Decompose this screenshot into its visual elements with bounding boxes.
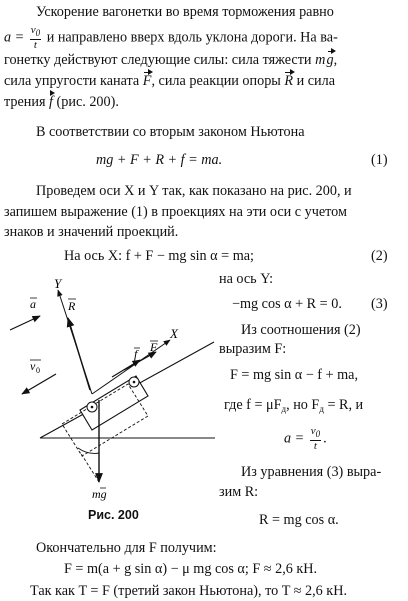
acceleration-vector [10, 316, 40, 330]
text-span: , сила реакции опоры [151, 73, 281, 89]
y-axis-label: Y [54, 276, 62, 291]
text-line [4, 94, 119, 110]
text-line [30, 583, 347, 599]
text-span: , но F [286, 397, 320, 413]
g-vector: g [326, 52, 334, 68]
equation-R [259, 512, 339, 528]
text-span: запишем выражение (1) в проекциях на эти оси с учетом [4, 204, 347, 220]
equation-number [371, 296, 388, 312]
fraction-v0-t [310, 426, 321, 452]
equation-text: На ось X: f + F − mg sin α = ma; [64, 248, 254, 264]
a-label: a [30, 297, 36, 311]
text-line [4, 25, 338, 51]
figure-200 [0, 272, 215, 507]
text-line [4, 73, 335, 89]
equation-text: F = mg sin α − f + ma, [230, 367, 358, 383]
text-span: Из соотношения (2) [241, 322, 361, 338]
angle-arc [78, 448, 99, 453]
equation-number [371, 248, 388, 264]
equation-F [230, 367, 358, 383]
text-line [224, 397, 363, 417]
f-vector: f [49, 94, 53, 110]
text-line: гонетку действуют следующие силы: сила тяжести m g, [4, 52, 338, 68]
text-line [4, 224, 178, 240]
equation-2 [64, 248, 254, 264]
text-line [219, 484, 258, 500]
text-line [4, 204, 347, 220]
final-equation [64, 561, 317, 577]
text-span: зим R: [219, 484, 259, 500]
F-vector: F [142, 73, 152, 89]
subscript: д [319, 404, 324, 414]
v0-sub: 0 [35, 28, 41, 38]
text-span: (рис. 200). [56, 94, 119, 110]
text-span: В соответствии со вторым законом Ньютона [36, 124, 305, 140]
mg-label: mg [92, 487, 107, 501]
R-label: R [68, 299, 76, 313]
t-symbol: t [313, 440, 317, 452]
formula-a: a = [284, 430, 305, 447]
equation-text: mg + F + R + f = ma. [96, 152, 223, 168]
text-line [36, 183, 352, 199]
text-span: сила упругости каната [4, 73, 140, 89]
text-line [219, 341, 286, 357]
x-axis-label: X [170, 326, 178, 341]
subscript: д [281, 404, 287, 414]
text-span: Из уравнения (3) выра- [241, 464, 382, 480]
text-span: Проведем оси X и Y так, как показано на рис. 200, и [36, 183, 352, 199]
v0-symbol: v [30, 24, 36, 36]
equation-3 [232, 296, 342, 312]
mg-symbol: m [315, 52, 326, 68]
formula-a: a = [4, 29, 25, 46]
text-span: Ускорение вагонетки во время торможения равно [36, 4, 334, 20]
text-line [241, 464, 381, 480]
text-line [36, 540, 217, 556]
text-span: (2) [371, 248, 388, 264]
fraction-v0-t [30, 25, 41, 51]
equation-text: F = m(a + g sin α) − μ mg cos α; F ≈ 2,6 кН. [64, 561, 318, 577]
equation-number [371, 152, 388, 168]
F-label: F [150, 340, 158, 354]
text-span: (3) [371, 296, 388, 312]
text-span: гонетку действуют следующие силы: сила тяжести [4, 52, 312, 68]
text-span: знаков и значений проекций. [4, 224, 179, 240]
v0-label: v [30, 359, 36, 373]
text-span: где f = μF [224, 397, 282, 413]
text-span: выразим F: [219, 341, 287, 357]
text-line [36, 124, 305, 140]
reaction-vector [68, 318, 90, 390]
tension-vector [124, 352, 156, 370]
f-label: f [134, 347, 138, 361]
equation-text: R = mg cos α. [259, 512, 339, 528]
text-span: Окончательно для F получим: [36, 540, 217, 556]
text-span: трения [4, 94, 46, 110]
text-line [241, 322, 361, 338]
equation-text: −mg cos α + R = 0. [232, 296, 342, 312]
equation-1 [96, 152, 222, 168]
R-vector: R [284, 73, 294, 89]
text-span: и направлено вверх вдоль уклона дороги. На ва- [46, 29, 338, 46]
velocity-vector [22, 374, 56, 394]
text-span: = R, и [323, 397, 364, 413]
v0-sub: 0 [315, 429, 321, 439]
text-span: на ось Y: [219, 271, 274, 287]
text-span: Так как T = F (третий закон Ньютона), то T ≈ 2,6 кН. [30, 583, 347, 599]
equation-a: a = $\frac{v_0}{t}$ . [284, 425, 327, 452]
v0-symbol: v [310, 425, 316, 437]
text-span: и сила [296, 73, 336, 89]
v0-sub-label: 0 [36, 366, 40, 375]
figure-caption: Рис. 200 [88, 508, 139, 522]
projection-dashed [80, 452, 99, 482]
text-line [219, 271, 273, 287]
text-span: (1) [371, 152, 388, 168]
t-symbol: t [33, 39, 37, 51]
text-line [36, 4, 334, 20]
